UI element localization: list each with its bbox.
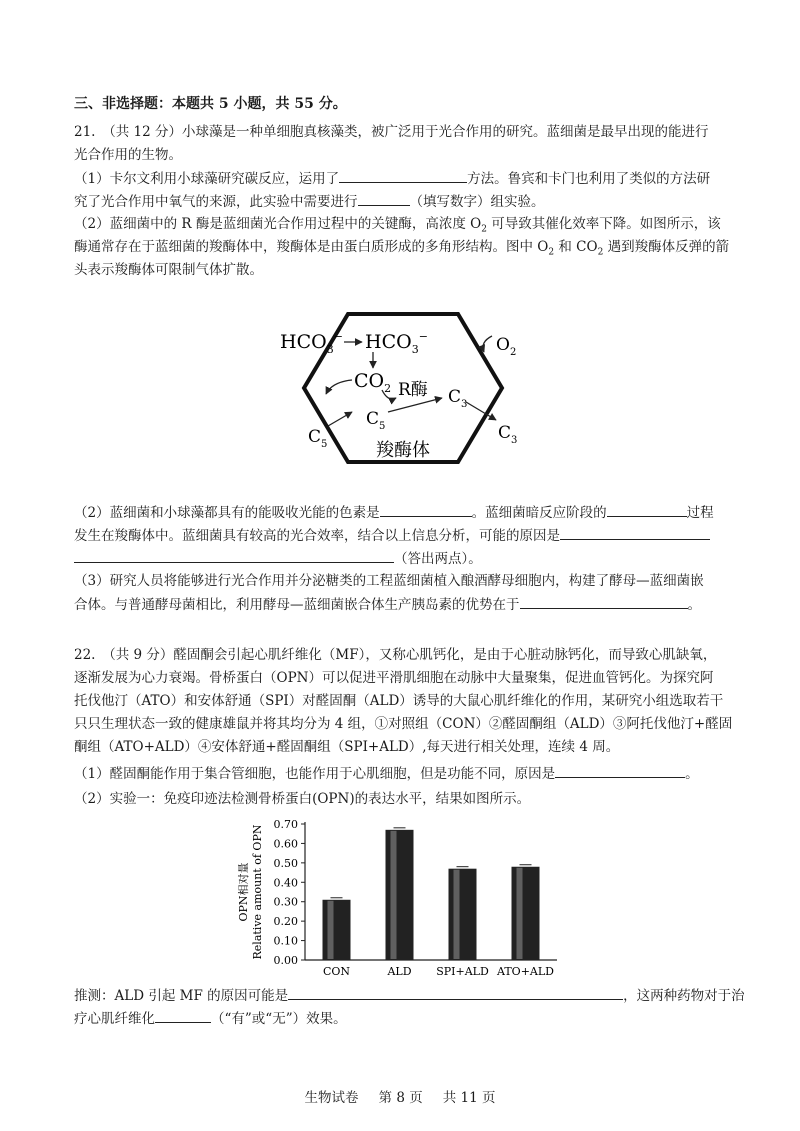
footer-total: 共 11 页 <box>442 1090 496 1106</box>
q21-part2b-text-e: （答出两点）。 <box>394 551 482 567</box>
q21-part2-intro-1a: （2）蓝细菌中的 R 酶是蓝细菌光合作用过程中的关键酶，高浓度 O <box>74 216 482 232</box>
x-tick-label: ALD <box>387 965 412 978</box>
q21-part3-text-b: 合体。与普通酵母菌相比，利用酵母—蓝细菌嵌合体生产胰岛素的优势在于 <box>74 597 520 613</box>
co2-label: $CO_2$ <box>354 370 392 395</box>
bars-group <box>323 828 540 960</box>
q21-part1-line2 <box>74 191 734 212</box>
bar-highlight <box>454 870 460 959</box>
answer-blank-mf-cause[interactable] <box>288 985 623 1000</box>
answer-blank-method[interactable] <box>339 168 467 183</box>
bar-highlight <box>391 831 397 959</box>
y-tick-label: 0.00 <box>273 954 298 967</box>
y-axis-ticks <box>274 818 306 967</box>
c3-outside-label: $C_3$ <box>498 423 518 446</box>
q21-part2b-line3 <box>74 548 734 569</box>
q22-intro-2: 逐渐发展为心力衰竭。骨桥蛋白（OPN）可以促进平滑肌细胞在动脉中大量聚集，促进血管钙化。为探究阿 <box>74 670 714 686</box>
c5-outside-label: $C_5$ <box>308 427 328 450</box>
y-tick-label: 0.20 <box>273 915 298 929</box>
q21-part2b-text-b: 。蓝细菌暗反应阶段的 <box>471 505 607 521</box>
q22-part1-text-b: 。 <box>685 766 699 782</box>
c3-inside-label: $C_3$ <box>448 387 468 410</box>
q22-inference-text-d: （“有”或“无”）效果。 <box>211 1011 347 1027</box>
bar-ato-ald <box>512 867 540 960</box>
y-tick-label: 0.10 <box>273 934 298 948</box>
q21-intro-1: 21. （共 12 分）小球藻是一种单细胞真核藻类，被广泛用于光合作用的研究。蓝细菌是最早出现的能进行 <box>74 124 709 140</box>
q21-part2-intro-2 <box>74 237 734 263</box>
q21-part2-intro-2c: 遇到羧酶体反弹的箭 <box>603 239 730 255</box>
q22-intro-5: 酮组（ATO+ALD）④安体舒通+醛固酮组（SPI+ALD）,每天进行相关处理，连续 4 周。 <box>74 739 620 755</box>
q21-part2-intro-2a: 酶通常存在于蓝细菌的羧酶体中，羧酶体是由蛋白质形成的多角形结构。图中 O <box>74 239 549 255</box>
carboxysome-label: 羧酶体 <box>376 440 430 461</box>
subscript: 2 <box>597 247 604 258</box>
q21-part2-intro-2b: 和 CO <box>554 239 598 255</box>
q21-part2b-line1 <box>74 502 734 523</box>
y-tick-label: 0.60 <box>273 837 298 851</box>
y-tick-label: 0.40 <box>273 876 298 890</box>
q22-inference-text-a: 推测：ALD 引起 MF 的原因可能是 <box>74 988 289 1004</box>
x-tick-label: CON <box>322 965 351 978</box>
answer-blank-group-count[interactable] <box>358 191 410 206</box>
q21-part3-text-c: 。 <box>687 597 701 613</box>
q21-part3-line2 <box>74 594 734 615</box>
answer-blank-reason-1[interactable] <box>560 525 710 540</box>
q21-part1-text-d: （填写数字）组实验。 <box>409 194 545 210</box>
q21-part1-text-c: 究了光合作用中氧气的来源，此实验中需要进行 <box>74 194 358 210</box>
bar-spi-ald <box>449 869 477 960</box>
q21-part2-intro-1b: 可导致其催化效率下降。如图所示，该 <box>486 216 721 232</box>
opn-bar-chart <box>225 812 575 980</box>
y-tick-label: 0.70 <box>273 818 298 831</box>
q22-part2: （2）实验一：免疫印迹法检测骨桥蛋白(OPN)的表达水平，结果如图所示。 <box>74 791 531 807</box>
x-axis-labels <box>323 965 554 978</box>
o2-label: $O_2$ <box>496 335 517 358</box>
q22-intro-3: 托伐他汀（ATO）和安体舒通（SPI）对醛固酮（ALD）诱导的大鼠心肌纤维化的作用，某研究小组选取若干 <box>74 693 724 709</box>
answer-blank-function-reason[interactable] <box>555 763 685 778</box>
answer-blank-effect[interactable] <box>155 1008 211 1023</box>
q22-part1 <box>74 763 734 784</box>
y-axis-label-en: Relative amount of OPN <box>251 824 264 960</box>
hco3-inside-label: $HCO_3^-$ <box>365 330 428 356</box>
answer-blank-advantage[interactable] <box>520 594 688 609</box>
q22-inference-text-b: ，这两种药物对于治 <box>623 988 745 1004</box>
q21-intro-2: 光合作用的生物。 <box>74 147 182 163</box>
q21-part1-line1 <box>74 168 734 189</box>
y-axis-label-cn: OPN相对量 <box>237 862 250 922</box>
q22-intro-4: 只只生理状态一致的健康雄鼠并将其均分为 4 组，①对照组（CON）②醛固酮组（ALD）③阿托伐他汀+醛固 <box>74 716 733 732</box>
q22-part1-text-a: （1）醛固酮能作用于集合管细胞，也能作用于心肌细胞，但是功能不同，原因是 <box>74 766 556 782</box>
answer-blank-process[interactable] <box>607 502 687 517</box>
c5-transport-arrow <box>328 412 352 426</box>
footer-subject: 生物试卷 <box>304 1090 359 1106</box>
q22-inference-line1 <box>74 985 745 1006</box>
q21-part2-intro-3: 头表示羧酶体可限制气体扩散。 <box>74 262 263 278</box>
subscript: 2 <box>548 247 555 258</box>
carboxysome-diagram <box>270 302 530 482</box>
x-tick-label: SPI+ALD <box>436 965 489 978</box>
r-enzyme-label: R酶 <box>398 380 428 400</box>
o2-rebound-arrow <box>483 336 492 352</box>
q21-part2b-text-c: 过程 <box>686 505 714 521</box>
answer-blank-reason-2[interactable] <box>74 548 394 563</box>
q21-part1-text-a: （1）卡尔文利用小球藻研究碳反应，运用了 <box>74 171 340 187</box>
q21-part2-intro-1 <box>74 214 734 240</box>
subscript: 2 <box>481 224 487 235</box>
q22-intro-1: 22. （共 9 分）醛固酮会引起心肌纤维化（MF），又称心肌钙化，是由于心脏动脉钙化，而导致心肌缺氧， <box>74 647 717 663</box>
hco3-outside-label: $HCO_3^-$ <box>280 330 343 356</box>
q21-part2b-text-a: （2）蓝细菌和小球藻都具有的能吸收光能的色素是 <box>74 505 380 521</box>
q21-part2b-line2 <box>74 525 734 546</box>
bar-con <box>323 900 351 960</box>
c5-inside-label: $C_5$ <box>366 409 386 432</box>
co2-rebound-arrow <box>326 380 352 394</box>
q21-part3-line1: （3）研究人员将能够进行光合作用并分泌糖类的工程蓝细菌植入酿酒酵母细胞内，构建了酵母—蓝细菌嵌 <box>74 573 704 589</box>
q22-inference-line2 <box>74 1008 734 1029</box>
q21-part1-text-b: 方法。鲁宾和卡门也利用了类似的方法研 <box>467 171 711 187</box>
carboxylation-arrow <box>388 398 442 412</box>
page-footer <box>0 1086 800 1106</box>
footer-page: 第 8 页 <box>378 1090 423 1106</box>
y-tick-label: 0.30 <box>273 895 298 909</box>
section-title: 三、非选择题：本题共 5 小题，共 55 分。 <box>74 96 347 112</box>
q22-inference-text-c: 疗心肌纤维化 <box>74 1011 155 1027</box>
q21-part2b-text-d: 发生在羧酶体中。蓝细菌具有较高的光合效率，结合以上信息分析，可能的原因是 <box>74 528 560 544</box>
x-tick-label: ATO+ALD <box>497 965 554 978</box>
answer-blank-pigment[interactable] <box>380 502 472 517</box>
y-tick-label: 0.50 <box>273 856 298 870</box>
bar-highlight <box>328 901 334 959</box>
bar-highlight <box>517 868 523 959</box>
bar-ald <box>386 830 414 960</box>
